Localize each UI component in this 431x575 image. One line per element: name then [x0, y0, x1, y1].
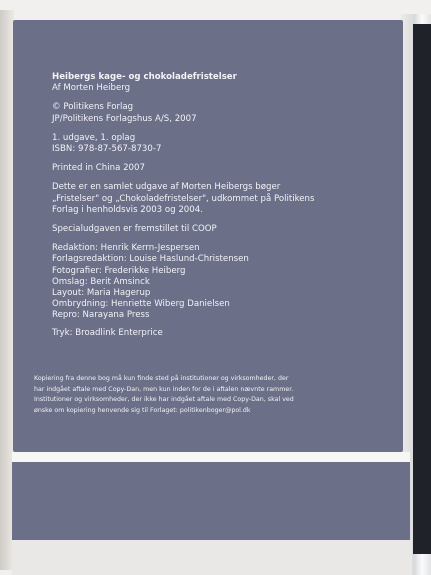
copy-notice — [34, 374, 384, 416]
printed-line: Printed in China 2007 — [52, 163, 145, 174]
bottom-strip — [12, 540, 412, 575]
notice-line: ønske om kopiering henvende sig til Forlaget: politikenboger@pol.dk — [34, 406, 251, 414]
bottom-band — [12, 462, 410, 540]
credit-line: Ombrydning: Henriette Wiberg Danielsen — [52, 299, 230, 310]
about-line: „Fristelser" og „Chokoladefristelser", udkommet på Politikens — [52, 193, 315, 204]
about-line: Dette er en samlet udgave af Morten Heibergs bøger — [52, 182, 281, 193]
credit-line: Redaktion: Henrik Kerrn-Jespersen — [52, 243, 200, 254]
white-stripe — [12, 452, 410, 462]
credit-line: Repro: Narayana Press — [52, 310, 150, 321]
copyright-line: © Politikens Forlag — [52, 102, 134, 113]
copyright-line: JP/Politikens Forlagshus A/S, 2007 — [52, 113, 197, 124]
about-line: Forlag i henholdsvis 2003 og 2004. — [52, 204, 203, 215]
isbn-line: ISBN: 978-87-567-8730-7 — [52, 144, 162, 155]
notice-line: har indgået aftale med Copy-Dan, men kun inden for de i aftalen nævnte rammer. — [34, 385, 294, 393]
credit-line: Layout: Maria Hagerup — [52, 288, 151, 299]
notice-line: Kopiering fra denne bog må kun finde sted på institutioner og virksomheder, der — [34, 375, 289, 382]
special-edition-line: Specialudgaven er fremstillet til COOP — [52, 224, 217, 235]
credit-line: Omslag: Berit Amsinck — [52, 276, 150, 287]
credit-line: Forlagsredaktion: Louise Haslund-Christensen — [52, 254, 249, 265]
book-author: Af Morten Heiberg — [52, 83, 131, 94]
colophon-text — [52, 72, 382, 339]
credit-line: Tryk: Broadlink Enterprice — [52, 327, 163, 338]
notice-line: Institutioner og virksomheder, der ikke har indgået aftale med Copy-Dan, skal ved — [34, 396, 294, 403]
book-title: Heibergs kage- og chokoladefristelser — [52, 72, 237, 82]
edition-line: 1. udgave, 1. oplag — [52, 132, 136, 143]
credit-line: Fotografier: Frederikke Heiberg — [52, 265, 186, 276]
book-cover-edge — [413, 24, 431, 554]
